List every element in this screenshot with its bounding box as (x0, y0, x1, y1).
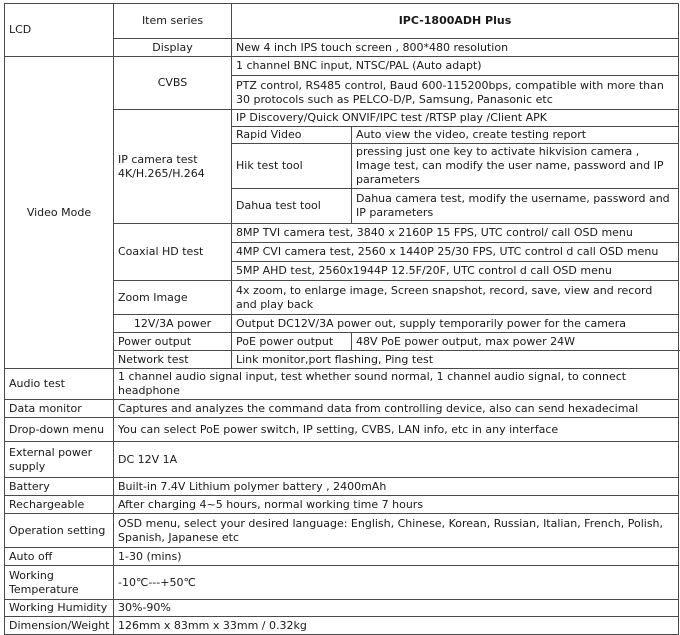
table-row (5, 400, 679, 418)
row-label: Drop-down menu (5, 418, 114, 442)
row-label: Video Mode (5, 57, 114, 369)
row-value: You can select PoE power switch, IP setting, CVBS, LAN info, etc in any interface (114, 418, 679, 442)
row-value: Built-in 7.4V Lithium polymer battery , 2400mAh (114, 478, 679, 496)
row-sublabel: Hik test tool (232, 144, 352, 189)
row-sublabel: Display (114, 39, 232, 57)
row-value: 4MP CVI camera test, 2560 x 1440P 25/30 FPS, UTC control d call OSD menu (232, 243, 679, 262)
row-value: DC 12V 1A (114, 442, 679, 478)
row-value: New 4 inch IPS touch screen , 800*480 resolution (232, 39, 679, 57)
row-label: Operation setting (5, 514, 114, 548)
table-row (5, 4, 679, 39)
row-sublabel: IP camera test 4K/H.265/H.264 (114, 110, 232, 224)
row-label: Network test (114, 351, 232, 369)
table-row (5, 369, 679, 400)
row-sublabel: Coaxial HD test (114, 224, 232, 281)
table-row (5, 418, 679, 442)
row-value: 48V PoE power output, max power 24W (352, 333, 679, 351)
row-sublabel: Item series (114, 4, 232, 39)
row-value: 5MP AHD test, 2560x1944P 12.5F/20F, UTC control d call OSD menu (232, 262, 679, 281)
row-label: Dimension/Weight (5, 617, 114, 635)
table-row (5, 478, 679, 496)
row-sublabel: Zoom Image (114, 281, 232, 315)
row-sublabel: 12V/3A power (114, 315, 232, 333)
table-row (5, 442, 679, 478)
row-sublabel: PoE power output (232, 333, 352, 351)
row-value: Auto view the video, create testing report (352, 127, 679, 144)
spec-table (4, 3, 679, 635)
row-value: PTZ control, RS485 control, Baud 600-115200bps, compatible with more than 30 protocols such as PELCO-D/P, Samsung, Panasonic etc (232, 76, 679, 110)
row-value: After charging 4~5 hours, normal working time 7 hours (114, 496, 679, 514)
row-sublabel: Rapid Video (232, 127, 352, 144)
row-value: 8MP TVI camera test, 3840 x 2160P 15 FPS, UTC control/ call OSD menu (232, 224, 679, 243)
row-value: Link monitor,port flashing, Ping test (232, 351, 679, 369)
model-name: IPC-1800ADH Plus (232, 4, 679, 39)
table-row (5, 548, 679, 566)
row-label: External power supply (5, 442, 114, 478)
row-label: Auto off (5, 548, 114, 566)
table-row (5, 496, 679, 514)
table-row (5, 617, 679, 635)
row-value: -10℃---+50℃ (114, 566, 679, 600)
table-row (5, 566, 679, 600)
row-value: Captures and analyzes the command data from controlling device, also can send hexadecimal (114, 400, 679, 418)
row-label: Power output (114, 333, 232, 351)
row-label: Rechargeable (5, 496, 114, 514)
row-label: Battery (5, 478, 114, 496)
row-value: 1-30 (mins) (114, 548, 679, 566)
row-label: LCD (5, 4, 114, 57)
table-row (5, 600, 679, 617)
row-value: 30%-90% (114, 600, 679, 617)
row-value: 4x zoom, to enlarge image, Screen snapshot, record, save, view and record and play back (232, 281, 679, 315)
row-value: Output DC12V/3A power out, supply temporarily power for the camera (232, 315, 679, 333)
table-row (5, 57, 679, 76)
row-value: IP Discovery/Quick ONVIF/IPC test /RTSP play /Client APK (232, 110, 679, 127)
row-value: 1 channel BNC input, NTSC/PAL (Auto adapt) (232, 57, 679, 76)
row-value: 126mm x 83mm x 33mm / 0.32kg (114, 617, 679, 635)
row-label: Working Humidity (5, 600, 114, 617)
row-value: Dahua camera test, modify the username, password and IP parameters (352, 189, 679, 224)
row-sublabel: CVBS (114, 57, 232, 110)
row-label: Working Temperature (5, 566, 114, 600)
row-value: OSD menu, select your desired language: English, Chinese, Korean, Russian, Italian, French, Polish, Spanish, Japanese etc (114, 514, 679, 548)
row-value: pressing just one key to activate hikvision camera , Image test, can modify the user name, password and IP parameters (352, 144, 679, 189)
row-value: 1 channel audio signal input, test whether sound normal, 1 channel audio signal, to connect headphone (114, 369, 679, 400)
row-label: Audio test (5, 369, 114, 400)
row-label: Data monitor (5, 400, 114, 418)
row-sublabel: Dahua test tool (232, 189, 352, 224)
table-row (5, 514, 679, 548)
